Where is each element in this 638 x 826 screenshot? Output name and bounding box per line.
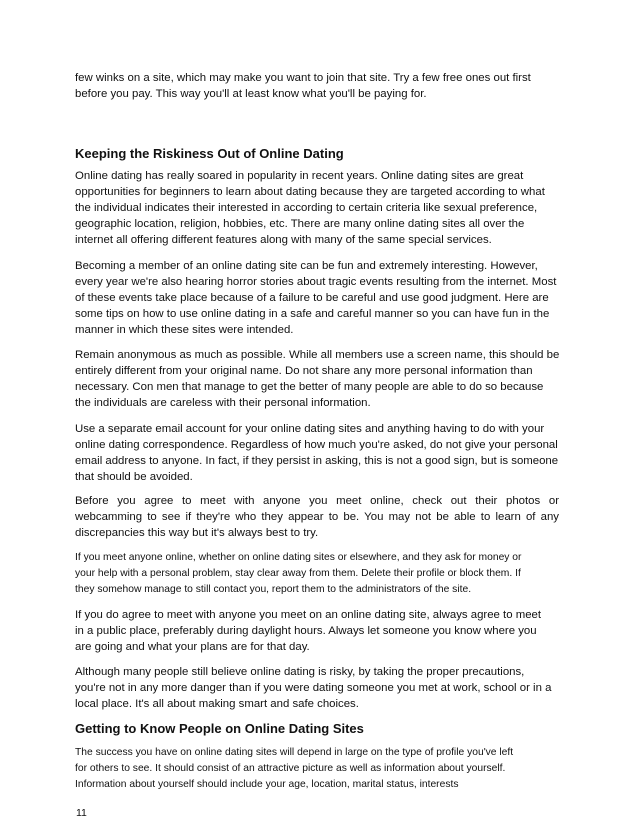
text-line: The success you have on online dating sites will depend in large on the type of profile you've left bbox=[75, 747, 514, 758]
text-line: geographic location, religion, hobbies, etc. There are many online dating sites all over the bbox=[75, 218, 525, 230]
text-line: in a public place, preferably during daylight hours. Always let someone you know where you bbox=[75, 625, 537, 637]
text-line: Before you agree to meet with anyone you meet online, check out their photos or bbox=[75, 495, 559, 507]
text-line: online dating correspondence. Regardless of how much you're asked, do not give your personal bbox=[75, 439, 558, 451]
text-line: discrepancies this way but it's always best to try. bbox=[75, 527, 319, 539]
section-heading-getting-to-know: Getting to Know People on Online Dating Sites bbox=[75, 721, 364, 736]
text-line: email address to anyone. In fact, if they persist in asking, this is not a good sign, but is someone bbox=[75, 455, 559, 467]
text-line: Information about yourself should include your age, location, marital status, interests bbox=[75, 779, 459, 790]
text-line: you're not in any more danger than if you were dating someone you met at work, school or in a bbox=[75, 682, 552, 694]
section-heading-riskiness: Keeping the Riskiness Out of Online Dating bbox=[75, 146, 344, 161]
text-line: they somehow manage to still contact you, report them to the administrators of the site. bbox=[75, 584, 472, 595]
text-line: are going and what your plans are for that day. bbox=[75, 641, 310, 653]
text-line: that should be avoided. bbox=[75, 471, 193, 483]
text-line: your help with a personal problem, stay clear away from them. Delete their profile or block them. If bbox=[75, 568, 521, 579]
text-line: Online dating has really soared in popularity in recent years. Online dating sites are great bbox=[75, 170, 524, 182]
text-line: the individuals are careless with their personal information. bbox=[75, 397, 371, 409]
text-line: If you meet anyone online, whether on online dating sites or elsewhere, and they ask for money or bbox=[75, 552, 522, 563]
text-line: internet all offering different features along with many of the same special services. bbox=[75, 234, 492, 246]
text-line: Becoming a member of an online dating site can be fun and extremely interesting. However, bbox=[75, 260, 538, 272]
page-number: 11 bbox=[76, 807, 87, 819]
text-line: Remain anonymous as much as possible. While all members use a screen name, this should be bbox=[75, 349, 560, 361]
text-line: every year we're also hearing horror stories about tragic events resulting from the internet. Most bbox=[75, 276, 557, 288]
text-line: for others to see. It should consist of an attractive picture as well as information about yourself. bbox=[75, 763, 506, 774]
text-line: manner in which these sites were intended. bbox=[75, 324, 294, 336]
text-line: necessary. Con men that manage to get the better of many people are able to do so because bbox=[75, 381, 544, 393]
text-line: local place. It's all about making smart and safe choices. bbox=[75, 698, 359, 710]
text-line: of these events take place because of a failure to be careful and use good judgment. Here are bbox=[75, 292, 549, 304]
text-line: Use a separate email account for your online dating sites and anything having to do with your bbox=[75, 423, 545, 435]
text-line: the individual indicates their interested in according to certain criteria like sexual preference, bbox=[75, 202, 538, 214]
text-line: Although many people still believe online dating is risky, by taking the proper precautions, bbox=[75, 666, 525, 678]
text-line: opportunities for beginners to learn about dating because they are targeted according to what bbox=[75, 186, 545, 198]
text-line: If you do agree to meet with anyone you meet on an online dating site, always agree to meet bbox=[75, 609, 542, 621]
text-line: some tips on how to use online dating in a safe and careful manner so you can have fun in the bbox=[75, 308, 550, 320]
text-line: entirely different from your original name. Do not share any more personal information than bbox=[75, 365, 533, 377]
text-line: few winks on a site, which may make you want to join that site. Try a few free ones out first bbox=[75, 72, 531, 84]
text-line: before you pay. This way you'll at least know what you'll be paying for. bbox=[75, 88, 427, 100]
text-line: webcamming to see if they're who they appear to be. You may not be able to learn of any bbox=[75, 511, 559, 523]
